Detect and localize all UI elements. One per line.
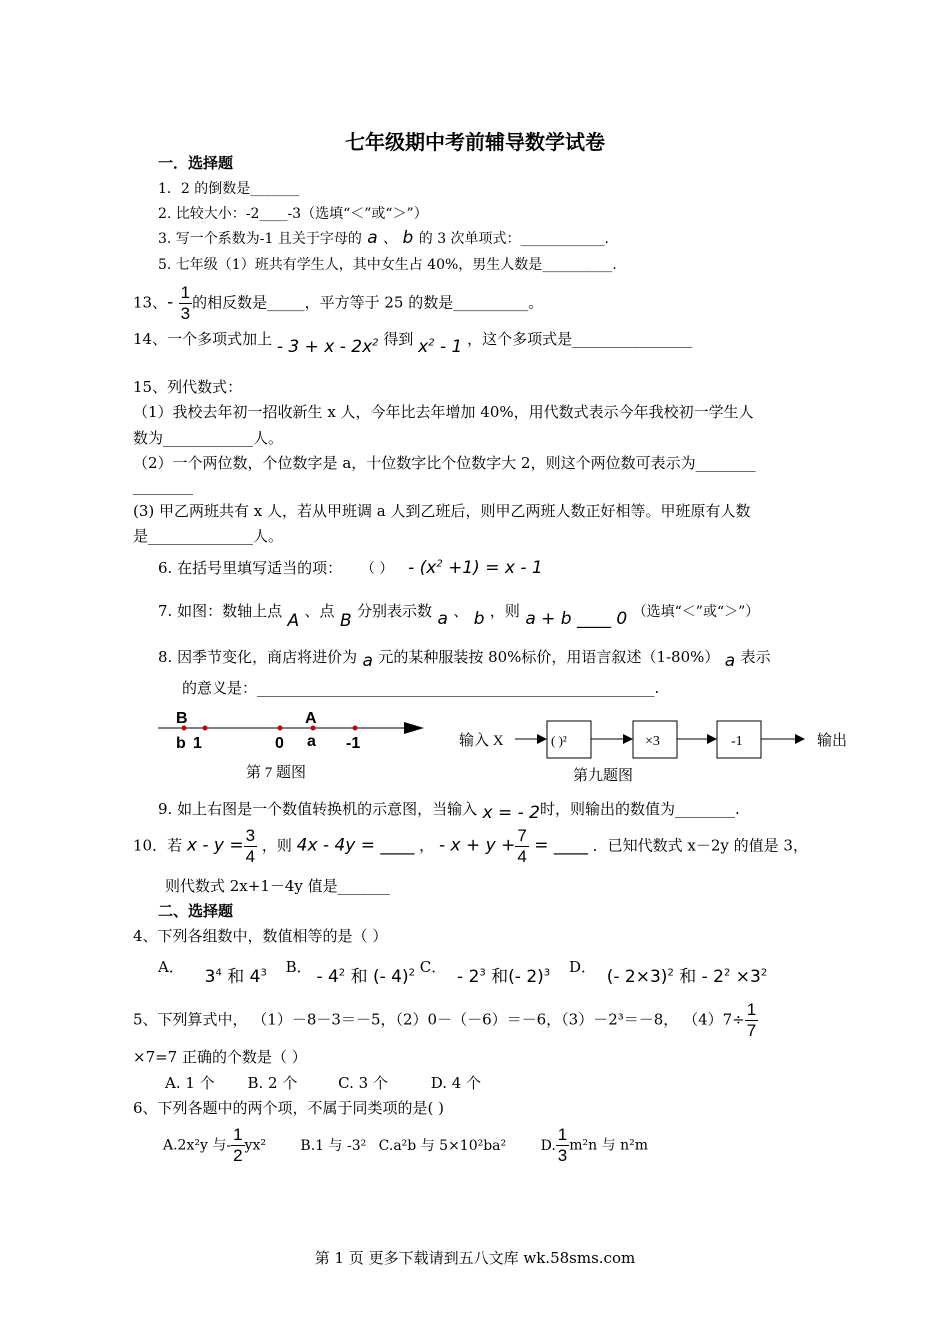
machine-minus1-box: -1	[731, 734, 743, 749]
figure-9-caption: 第九题图	[573, 768, 634, 784]
question-6-like-terms: 6、下列各题中的两个项，不属于同类项的是( )	[133, 1099, 445, 1117]
question-15-3-line1: (3) 甲乙两班共有 x 人，若从甲班调 a 人到乙班后，则甲乙两班人数正好相等。甲班原有人数	[133, 502, 751, 520]
question-15-1-line1: （1）我校去年初一招收新生 x 人，今年比去年增加 40%，用代数式表示今年我校初一学生人	[133, 403, 754, 421]
section-heading-choice: 一．选择题	[158, 154, 234, 172]
machine-output-label: 输出	[817, 733, 848, 749]
arrow-icon	[404, 722, 424, 734]
question-14: 14、一个多项式加上 - $3 + x - 2x^2$ 得到 $x^2 - 1$ ，这个多项式是________________	[133, 330, 693, 357]
question-1: 1．2 的倒数是_______	[158, 181, 300, 197]
tick-label-1: 1	[193, 735, 202, 752]
question-4: 4、下列各组数中，数值相等的是（ ）	[133, 927, 388, 945]
point-label-a: a	[307, 733, 316, 750]
question-8-line2: 的意义是：_____________________________________________________.	[182, 679, 660, 697]
question-3: 3. 写一个系数为-1 且关于字母的 a 、 b 的 3 次单项式：____________.	[158, 228, 610, 248]
machine-times3-box: ×3	[645, 734, 660, 749]
question-15-3-line2: 是______________人。	[133, 527, 284, 545]
option-A: A. 1 个	[165, 1074, 215, 1092]
point-label-b: b	[176, 735, 186, 752]
question-15-2-line1: （2）一个两位数，个位数字是 a，十位数字比个位数字大 2，则这个两位数可表示为________	[133, 454, 756, 472]
question-15: 15、列代数式：	[133, 378, 243, 396]
question-6-fill: 6. 在括号里填写适当的项： （ ） - $(x^2 +1) = x - 1$	[158, 558, 543, 578]
figure-7-caption: 第 7 题图	[246, 765, 307, 781]
machine-input-label: 输入 X	[459, 733, 504, 749]
tick-label-0: 0	[275, 735, 284, 752]
question-9: 9. 如上右图是一个数值转换机的示意图，当输入 x = - 2时，则输出的数值为________.	[158, 800, 740, 823]
question-6-options: A.2x²y 与- $\frac{1}{2}$ yx² B.1 与 -3² C.a²b 与 5×10²ba² D. $\frac{1}{3}$ m²n 与 n²m	[163, 1125, 648, 1165]
number-machine-figure	[455, 712, 855, 790]
question-15-1-line2: 数为____________人。	[133, 429, 284, 447]
question-13: 13、- $\frac{1}{3}$ 的相反数是_____，平方等于 25 的数是__________。	[133, 283, 544, 323]
point-label-A: A	[305, 710, 317, 727]
option-D: D. 4 个	[430, 1074, 482, 1092]
option-C: C. 3 个	[338, 1074, 388, 1092]
question-5-calc: 5、下列算式中， （1）－8－3＝－5，（2）0－（－6）＝－6，（3）－2³＝－8， （4）7÷ $\frac{1}{7}$	[133, 1000, 757, 1040]
question-2: 2. 比较大小：-2____-3（选填“＜”或“＞”）	[158, 206, 428, 222]
question-10-line2: 则代数式 2x+1－4y 值是_______	[165, 877, 391, 895]
section-heading-choice-2: 二、选择题	[158, 902, 234, 920]
question-8-line1: 8. 因季节变化，商店将进价为 a 元的某种服装按 80%标价，用语言叙述（1-80%） a 表示	[158, 648, 771, 671]
question-15-2-line2: ________	[133, 477, 193, 495]
question-5-calc-line2: ×7=7 正确的个数是（ ）	[133, 1048, 307, 1066]
question-4-options: A． $3^4$ 和 $4^3$ B． - $4^2$ 和 (- 4)$^2$ C． - $2^3$ 和(- 2)$^3$ D． (- 2×3)$^2$ 和 - $2^2 \times 3^2$	[158, 958, 768, 987]
question-5-options	[165, 1072, 481, 1093]
option-B: B. 2 个	[247, 1074, 298, 1092]
page-title: 七年级期中考前辅导数学试卷	[345, 130, 605, 154]
point-label-B: B	[176, 710, 188, 727]
question-10: 10．若 x - y = $\frac{3}{4}$ ，则 4x - 4y = ____ ， - x + y + $\frac{7}{4}$ = ____ ．已知代数式 x－2y 的值是 3，	[133, 826, 808, 866]
question-7: 7. 如图：数轴上点 A 、点 B 分别表示数 a 、 b ，则 a + b ____ 0 （选填“＜”或“＞”）	[158, 602, 760, 631]
tick-label-neg1: -1	[346, 735, 361, 752]
number-line-figure	[150, 705, 440, 790]
machine-square-box: ( )²	[551, 733, 567, 748]
page-footer: 第 1 页 更多下载请到五八文库 wk.58sms.com	[314, 1249, 636, 1267]
question-5: 5. 七年级（1）班共有学生人，其中女生占 40%，男生人数是__________.	[158, 257, 617, 273]
